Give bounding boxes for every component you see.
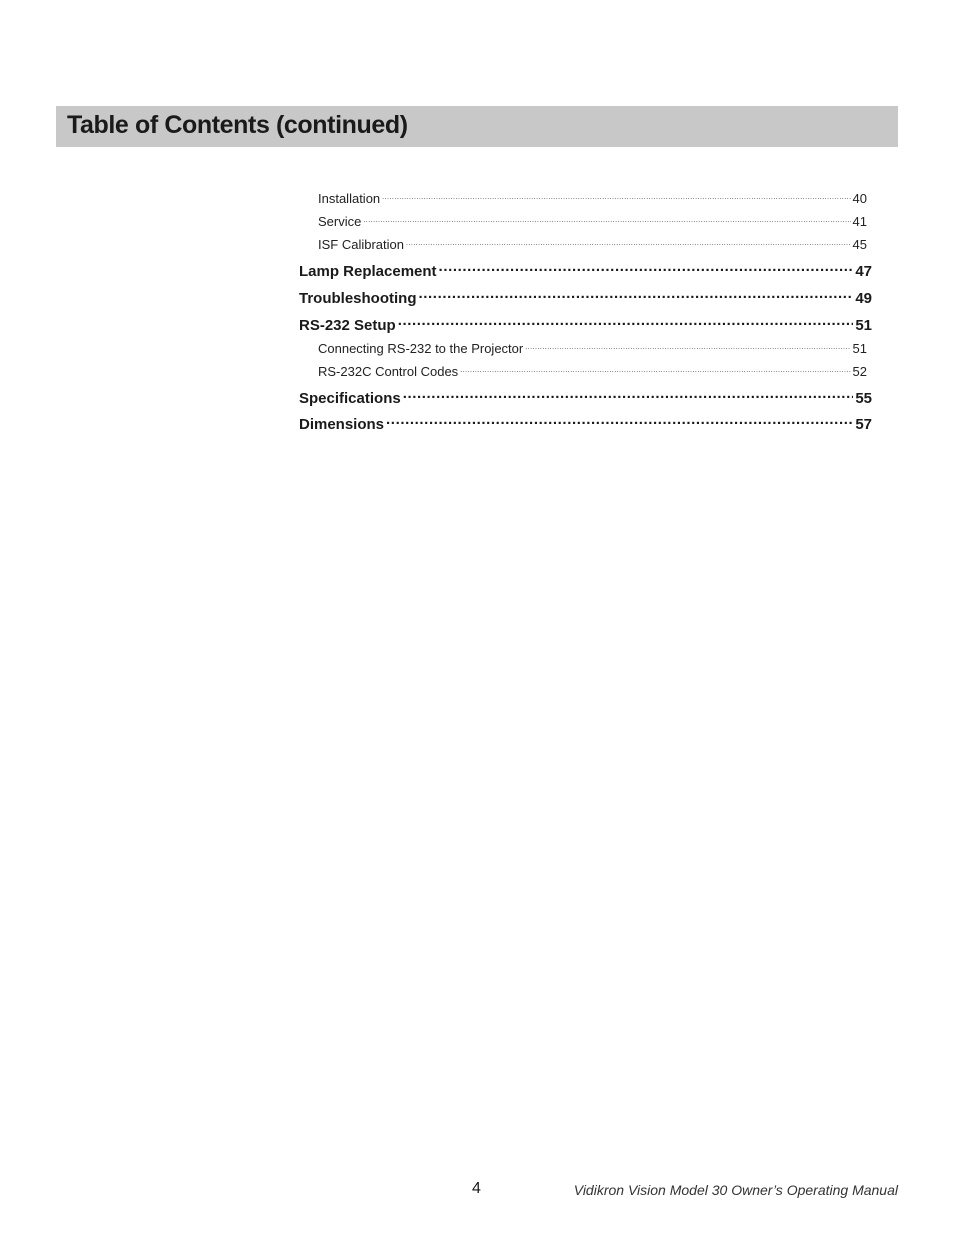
toc-entry-connecting-rs232[interactable] [318,340,867,356]
toc-entry-installation[interactable] [318,190,867,206]
toc-leader-dots [439,261,854,276]
toc-leader-dots [398,315,854,330]
toc-entry-label: Installation [318,191,381,206]
page-title: Table of Contents (continued) [67,111,408,139]
toc-entry-rs232c-control-codes[interactable] [318,363,867,379]
toc-entry-label: Specifications [299,390,401,407]
toc-entry-page: 41 [852,214,867,229]
toc-leader-dots [403,388,854,403]
toc-entry-troubleshooting[interactable] [299,288,872,307]
toc-leader-dots [460,363,850,376]
toc-leader-dots [386,414,853,429]
toc-entry-label: ISF Calibration [318,237,404,252]
toc-entry-label: Dimensions [299,416,385,433]
toc-entry-isf-calibration[interactable] [318,236,867,252]
toc-entry-label: RS-232 Setup [299,317,396,334]
toc-leader-dots [363,213,850,226]
toc-entry-label: Service [318,214,362,229]
toc-entry-label: Lamp Replacement [299,263,437,280]
toc-leader-dots [419,288,854,303]
toc-entry-page: 49 [855,290,872,307]
toc-entry-rs232-setup[interactable] [299,315,872,334]
toc-entry-page: 57 [855,416,872,433]
footer-manual-title: Vidikron Vision Model 30 Owner’s Operating Manual [573,1182,898,1198]
toc-entry-page: 40 [852,191,867,206]
toc-entry-page: 45 [852,237,867,252]
toc-entry-service[interactable] [318,213,867,229]
toc-entry-dimensions[interactable] [299,414,872,433]
toc-entry-label: Connecting RS-232 to the Projector [318,341,524,356]
toc-entry-page: 47 [855,263,872,280]
toc-entry-page: 52 [852,364,867,379]
toc-leader-dots [382,190,850,203]
toc-leader-dots [406,236,851,249]
toc-entry-page: 51 [852,341,867,356]
toc-entry-lamp-replacement[interactable] [299,261,872,280]
toc-entry-page: 55 [855,390,872,407]
toc-entry-page: 51 [855,317,872,334]
toc-entry-label: RS-232C Control Codes [318,364,459,379]
toc-leader-dots [525,340,850,353]
footer-page-number: 4 [472,1180,481,1197]
toc-entry-label: Troubleshooting [299,290,417,307]
toc-entry-specifications[interactable] [299,388,872,407]
section-header-bar [56,106,898,147]
